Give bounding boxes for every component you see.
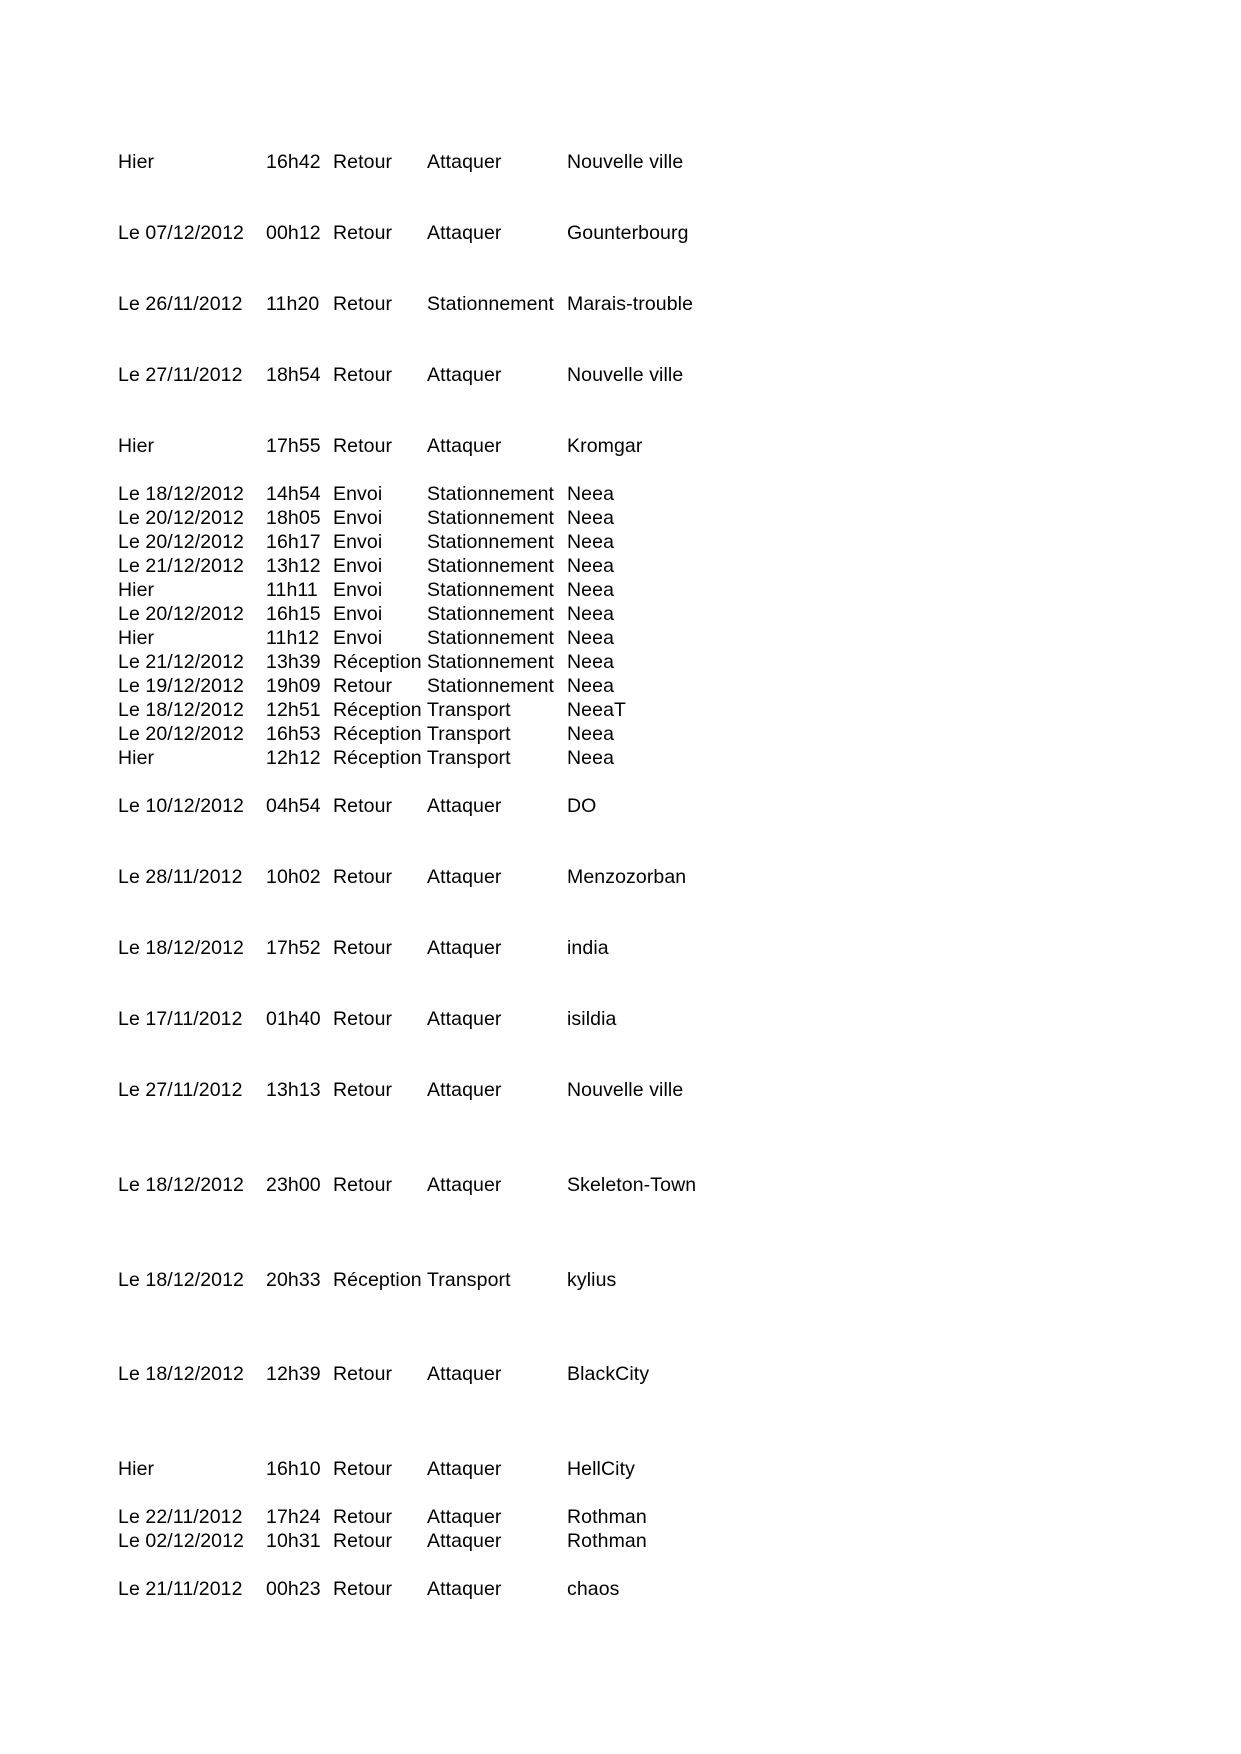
log-row[interactable] [118, 722, 1118, 746]
log-group [118, 1577, 1118, 1601]
log-cell-type: Attaquer [427, 866, 502, 888]
log-row[interactable] [118, 150, 1118, 174]
log-cell-date: Hier [118, 627, 155, 649]
log-cell-time: 16h17 [266, 531, 321, 553]
log-cell-name: NeeaT [567, 699, 627, 721]
log-cell-kind: Envoi [333, 483, 383, 505]
log-group [118, 1505, 1118, 1553]
log-cell-time: 13h12 [266, 555, 321, 577]
group-spacer [118, 1197, 1118, 1268]
log-row[interactable] [118, 578, 1118, 602]
log-cell-kind: Envoi [333, 603, 383, 625]
log-cell-time: 12h39 [266, 1363, 321, 1385]
log-cell-time: 13h13 [266, 1079, 321, 1101]
log-cell-name: Rothman [567, 1506, 647, 1528]
log-cell-time: 17h24 [266, 1506, 321, 1528]
log-row[interactable] [118, 674, 1118, 698]
log-cell-type: Attaquer [427, 1506, 502, 1528]
log-group [118, 363, 1118, 387]
log-cell-kind: Réception [333, 699, 422, 721]
log-cell-date: Le 28/11/2012 [118, 866, 243, 888]
group-spacer [118, 1031, 1118, 1078]
log-cell-time: 11h20 [266, 293, 320, 315]
log-cell-type: Stationnement [427, 603, 555, 625]
log-cell-name: isildia [567, 1008, 617, 1030]
log-cell-date: Hier [118, 1458, 155, 1480]
log-cell-type: Attaquer [427, 1008, 502, 1030]
log-group [118, 1173, 1118, 1197]
log-cell-name: india [567, 937, 609, 959]
log-cell-type: Stationnement [427, 483, 555, 505]
log-cell-type: Attaquer [427, 1363, 502, 1385]
log-row[interactable] [118, 602, 1118, 626]
log-group [118, 1007, 1118, 1031]
log-group [118, 1268, 1118, 1292]
log-cell-name: Skeleton-Town [567, 1174, 697, 1196]
log-row[interactable] [118, 698, 1118, 722]
log-row[interactable] [118, 221, 1118, 245]
log-group [118, 865, 1118, 889]
log-group [118, 1078, 1118, 1102]
log-cell-time: 12h51 [266, 699, 321, 721]
log-group [118, 292, 1118, 316]
log-cell-date: Le 18/12/2012 [118, 937, 245, 959]
log-cell-name: Neea [567, 531, 615, 553]
log-cell-type: Stationnement [427, 579, 555, 601]
log-cell-name: Nouvelle ville [567, 364, 684, 386]
log-cell-type: Attaquer [427, 364, 502, 386]
log-cell-kind: Retour [333, 1530, 393, 1552]
log-cell-kind: Envoi [333, 507, 383, 529]
log-row[interactable] [118, 626, 1118, 650]
log-cell-time: 12h12 [266, 747, 321, 769]
log-cell-type: Attaquer [427, 1458, 502, 1480]
log-cell-name: Nouvelle ville [567, 1079, 684, 1101]
log-row[interactable] [118, 1268, 1118, 1292]
group-spacer [118, 174, 1118, 221]
log-row[interactable] [118, 865, 1118, 889]
log-cell-type: Stationnement [427, 507, 555, 529]
log-cell-date: Le 18/12/2012 [118, 1363, 245, 1385]
log-cell-date: Hier [118, 747, 155, 769]
log-cell-type: Attaquer [427, 795, 502, 817]
log-cell-time: 20h33 [266, 1269, 321, 1291]
log-row[interactable] [118, 1529, 1118, 1553]
log-group [118, 434, 1118, 458]
group-spacer [118, 1481, 1118, 1505]
log-cell-name: DO [567, 795, 597, 817]
log-cell-kind: Retour [333, 675, 393, 697]
log-cell-time: 00h12 [266, 222, 321, 244]
group-spacer [118, 1553, 1118, 1577]
log-cell-kind: Envoi [333, 531, 383, 553]
log-cell-time: 18h54 [266, 364, 321, 386]
log-group [118, 221, 1118, 245]
log-row[interactable] [118, 363, 1118, 387]
log-row[interactable] [118, 554, 1118, 578]
log-cell-name: BlackCity [567, 1363, 650, 1385]
log-row[interactable] [118, 936, 1118, 960]
log-cell-name: Neea [567, 483, 615, 505]
group-spacer [118, 387, 1118, 434]
log-cell-date: Le 27/11/2012 [118, 1079, 243, 1101]
log-cell-kind: Retour [333, 1363, 393, 1385]
log-cell-name: Kromgar [567, 435, 643, 457]
log-cell-type: Stationnement [427, 293, 555, 315]
group-spacer [118, 889, 1118, 936]
log-cell-kind: Retour [333, 364, 393, 386]
log-cell-time: 16h42 [266, 151, 321, 173]
log-cell-type: Transport [427, 723, 511, 745]
log-cell-time: 16h53 [266, 723, 321, 745]
log-cell-type: Transport [427, 747, 511, 769]
log-cell-name: Gounterbourg [567, 222, 689, 244]
group-spacer [118, 770, 1118, 794]
log-cell-date: Le 18/12/2012 [118, 1174, 245, 1196]
log-group [118, 936, 1118, 960]
log-row[interactable] [118, 1173, 1118, 1197]
log-cell-date: Le 21/12/2012 [118, 555, 245, 577]
log-cell-time: 13h39 [266, 651, 321, 673]
log-cell-date: Le 26/11/2012 [118, 293, 243, 315]
log-cell-type: Transport [427, 1269, 511, 1291]
log-cell-name: Neea [567, 579, 615, 601]
movement-log-list [118, 150, 1118, 1601]
log-cell-date: Le 18/12/2012 [118, 483, 245, 505]
log-cell-kind: Envoi [333, 555, 383, 577]
log-cell-kind: Retour [333, 866, 393, 888]
log-cell-date: Le 27/11/2012 [118, 364, 243, 386]
log-cell-type: Attaquer [427, 1530, 502, 1552]
log-cell-type: Transport [427, 699, 511, 721]
log-cell-date: Le 07/12/2012 [118, 222, 245, 244]
log-cell-date: Le 18/12/2012 [118, 699, 245, 721]
log-cell-name: Neea [567, 723, 615, 745]
log-cell-date: Hier [118, 151, 155, 173]
log-row[interactable] [118, 482, 1118, 506]
log-cell-name: Nouvelle ville [567, 151, 684, 173]
log-cell-time: 16h10 [266, 1458, 321, 1480]
log-cell-kind: Retour [333, 222, 393, 244]
log-cell-name: Neea [567, 603, 615, 625]
log-cell-date: Le 18/12/2012 [118, 1269, 245, 1291]
log-cell-date: Le 21/11/2012 [118, 1578, 243, 1600]
log-cell-time: 16h15 [266, 603, 321, 625]
log-cell-name: Neea [567, 555, 615, 577]
log-row[interactable] [118, 746, 1118, 770]
log-cell-kind: Envoi [333, 627, 383, 649]
log-row[interactable] [118, 506, 1118, 530]
log-cell-date: Le 20/12/2012 [118, 531, 245, 553]
log-cell-date: Le 02/12/2012 [118, 1530, 245, 1552]
log-group [118, 1457, 1118, 1481]
log-cell-kind: Retour [333, 151, 393, 173]
log-cell-kind: Réception [333, 723, 422, 745]
log-cell-name: Marais-trouble [567, 293, 694, 315]
log-cell-name: Neea [567, 651, 615, 673]
group-spacer [118, 245, 1118, 292]
log-cell-name: kylius [567, 1269, 617, 1291]
log-row[interactable] [118, 1577, 1118, 1601]
log-cell-type: Stationnement [427, 531, 555, 553]
log-cell-type: Stationnement [427, 555, 555, 577]
log-row[interactable] [118, 1078, 1118, 1102]
log-row[interactable] [118, 1457, 1118, 1481]
log-cell-time: 18h05 [266, 507, 321, 529]
log-cell-date: Hier [118, 579, 155, 601]
log-row[interactable] [118, 530, 1118, 554]
log-cell-name: chaos [567, 1578, 620, 1600]
log-cell-kind: Réception [333, 651, 422, 673]
group-spacer [118, 1292, 1118, 1362]
group-spacer [118, 1102, 1118, 1173]
log-cell-date: Le 20/12/2012 [118, 603, 245, 625]
log-cell-type: Stationnement [427, 651, 555, 673]
log-cell-type: Attaquer [427, 151, 502, 173]
log-cell-kind: Retour [333, 293, 393, 315]
log-cell-kind: Retour [333, 937, 393, 959]
log-cell-time: 11h11 [266, 579, 318, 601]
log-cell-time: 00h23 [266, 1578, 321, 1600]
log-cell-kind: Retour [333, 435, 393, 457]
log-group [118, 482, 1118, 770]
group-spacer [118, 1386, 1118, 1457]
log-row[interactable] [118, 1505, 1118, 1529]
log-cell-type: Attaquer [427, 435, 502, 457]
log-cell-date: Le 17/11/2012 [118, 1008, 243, 1030]
log-cell-name: Neea [567, 507, 615, 529]
group-spacer [118, 316, 1118, 363]
log-group [118, 150, 1118, 174]
log-cell-type: Attaquer [427, 937, 502, 959]
log-cell-type: Stationnement [427, 675, 555, 697]
log-cell-kind: Retour [333, 1079, 393, 1101]
log-cell-name: Menzozorban [567, 866, 687, 888]
log-cell-kind: Retour [333, 1578, 393, 1600]
log-row[interactable] [118, 1007, 1118, 1031]
log-cell-kind: Retour [333, 1008, 393, 1030]
log-cell-time: 23h00 [266, 1174, 321, 1196]
log-cell-time: 14h54 [266, 483, 321, 505]
log-cell-name: Neea [567, 747, 615, 769]
log-cell-date: Le 19/12/2012 [118, 675, 245, 697]
log-group [118, 1362, 1118, 1386]
log-cell-date: Le 20/12/2012 [118, 507, 245, 529]
log-cell-date: Le 22/11/2012 [118, 1506, 243, 1528]
log-row[interactable] [118, 1362, 1118, 1386]
log-cell-time: 10h02 [266, 866, 321, 888]
log-cell-time: 01h40 [266, 1008, 321, 1030]
log-cell-type: Attaquer [427, 1079, 502, 1101]
log-cell-date: Le 10/12/2012 [118, 795, 245, 817]
log-cell-date: Le 20/12/2012 [118, 723, 245, 745]
log-cell-kind: Réception [333, 747, 422, 769]
log-cell-name: Neea [567, 675, 615, 697]
log-cell-time: 19h09 [266, 675, 321, 697]
log-cell-name: HellCity [567, 1458, 635, 1480]
log-cell-type: Attaquer [427, 1174, 502, 1196]
log-cell-time: 17h55 [266, 435, 321, 457]
log-cell-time: 10h31 [266, 1530, 321, 1552]
log-cell-time: 11h12 [266, 627, 320, 649]
log-cell-kind: Retour [333, 1506, 393, 1528]
log-cell-date: Le 21/12/2012 [118, 651, 245, 673]
log-cell-kind: Retour [333, 795, 393, 817]
log-cell-name: Rothman [567, 1530, 647, 1552]
log-cell-date: Hier [118, 435, 155, 457]
log-cell-type: Stationnement [427, 627, 555, 649]
log-cell-type: Attaquer [427, 222, 502, 244]
log-row[interactable] [118, 292, 1118, 316]
group-spacer [118, 960, 1118, 1007]
log-cell-kind: Retour [333, 1174, 393, 1196]
log-cell-time: 17h52 [266, 937, 321, 959]
log-cell-kind: Envoi [333, 579, 383, 601]
log-cell-type: Attaquer [427, 1578, 502, 1600]
log-row[interactable] [118, 434, 1118, 458]
log-row[interactable] [118, 794, 1118, 818]
log-cell-name: Neea [567, 627, 615, 649]
group-spacer [118, 818, 1118, 865]
log-cell-kind: Réception [333, 1269, 422, 1291]
log-cell-time: 04h54 [266, 795, 321, 817]
group-spacer [118, 458, 1118, 482]
log-row[interactable] [118, 650, 1118, 674]
log-cell-kind: Retour [333, 1458, 393, 1480]
log-group [118, 794, 1118, 818]
